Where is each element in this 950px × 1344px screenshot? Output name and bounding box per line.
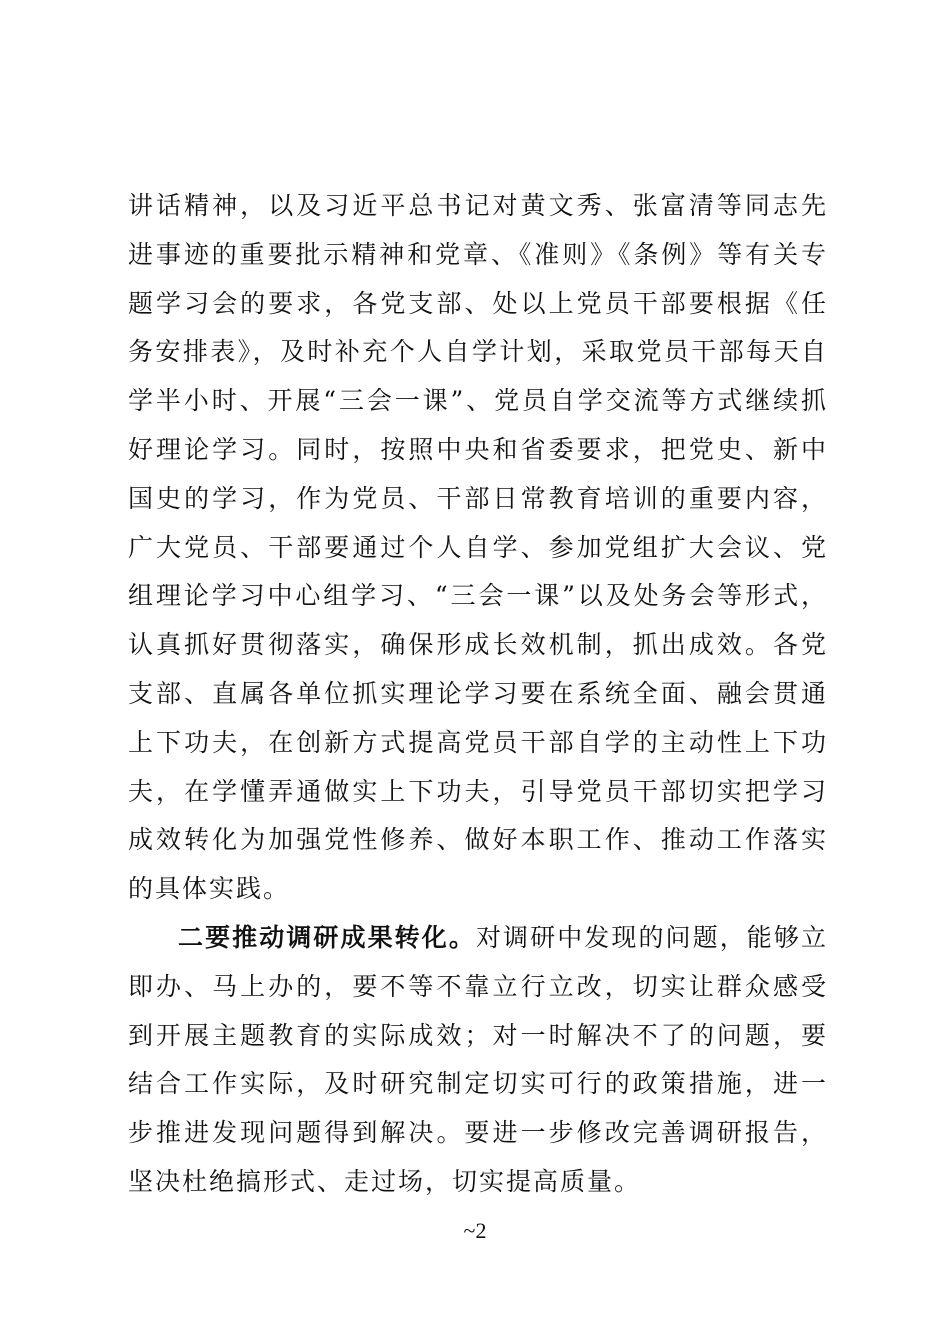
page-number-value: 2 (475, 1218, 487, 1243)
paragraph-continuation (128, 182, 828, 914)
body-text (128, 182, 828, 1207)
paragraph-lead-heading: 二要推动调研成果转化。 (178, 922, 476, 952)
page-number-prefix: ~ (463, 1218, 476, 1243)
page-number (0, 1218, 950, 1244)
paragraph-point-two (128, 914, 828, 1207)
paragraph-text: 对调研中发现的问题，能够立即办、马上办的，要不等不靠立行立改，切实让群众感受到开展主题教育的实际成效；对一时解决不了的问题，要结合工作实际，及时研究制定切实可行的政策措施，进一步推进发现问题得到解决。要进一步修改完善调研报告，坚决杜绝搞形式、走过场，切实提高质量。 (128, 922, 828, 1196)
paragraph-text: 讲话精神，以及习近平总书记对黄文秀、张富清等同志先进事迹的重要批示精神和党章、《准则》《条例》等有关专题学习会的要求，各党支部、处以上党员干部要根据《任务安排表》，及时补充个人自学计划，采取党员干部每天自学半小时、开展“三会一课”、党员自学交流等方式继续抓好理论学习。同时，按照中央和省委要求，把党史、新中国史的学习，作为党员、干部日常教育培训的重要内容，广大党员、干部要通过个人自学、参加党组扩大会议、党组理论学习中心组学习、“三会一课”以及处务会等形式，认真抓好贯彻落实，确保形成长效机制，抓出成效。各党支部、直属各单位抓实理论学习要在系统全面、融会贯通上下功夫，在创新方式提高党员干部自学的主动性上下功夫，在学懂弄通做实上下功夫，引导党员干部切实把学习成效转化为加强党性修养、做好本职工作、推动工作落实的具体实践。 (128, 191, 828, 904)
